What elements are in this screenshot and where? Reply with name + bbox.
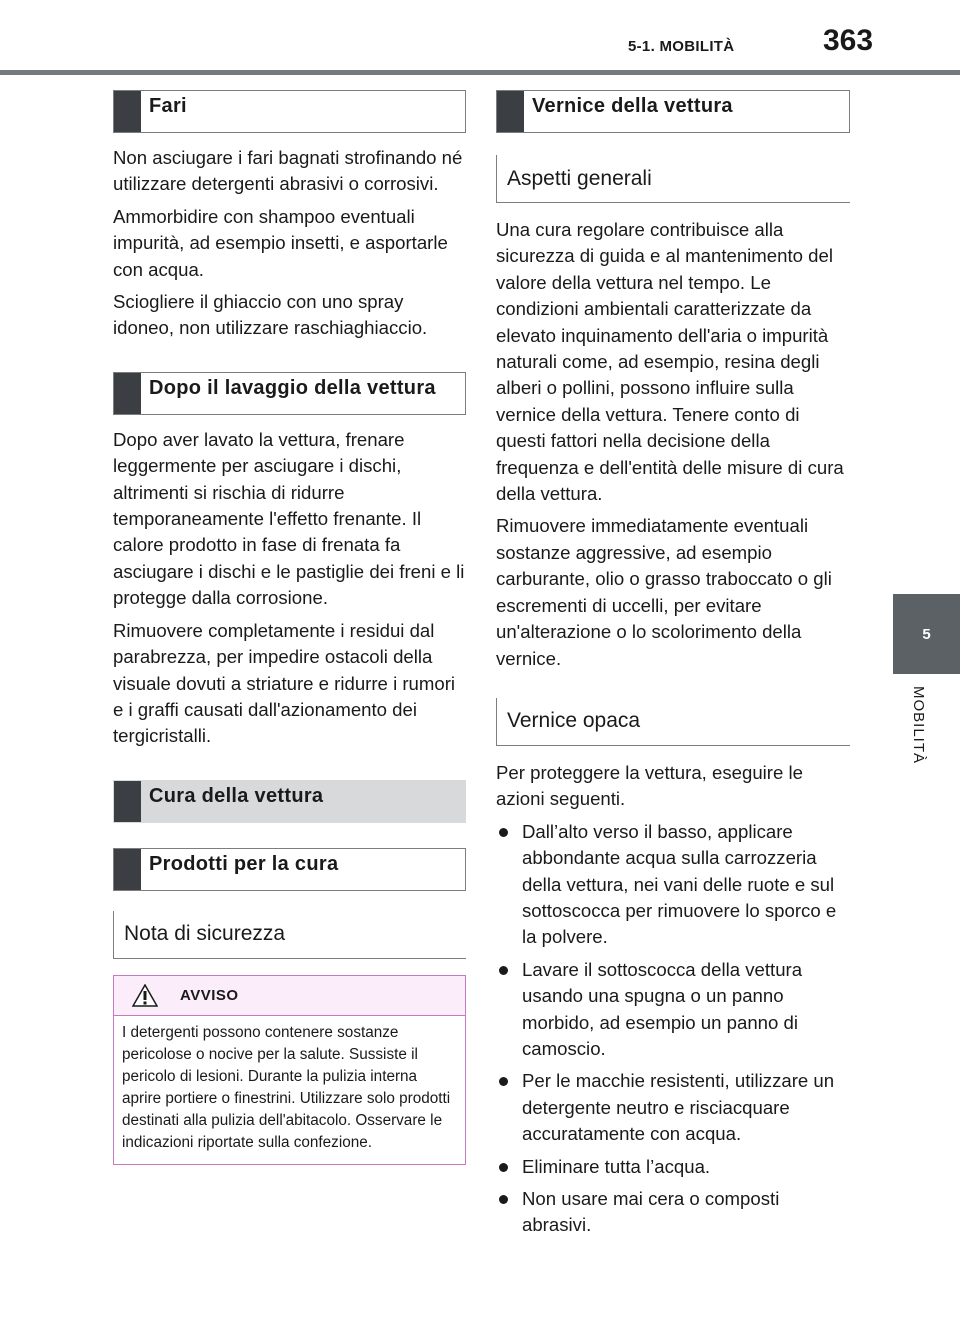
- right-column: [496, 90, 850, 1239]
- subheading-vernice-opaca: Vernice opaca: [496, 698, 850, 746]
- paragraph: Per proteggere la vettura, eseguire le azioni seguenti.: [496, 761, 803, 810]
- paragraph: Ammorbidire con shampoo eventuali impurità, ad esempio insetti, e asportarle con acqua.: [113, 205, 448, 280]
- heading-bar: [114, 781, 141, 822]
- heading-text: Prodotti per la cura: [149, 852, 339, 875]
- warning-box: [113, 975, 466, 1165]
- heading-prodotti: [113, 848, 466, 891]
- paragraph: Dopo aver lavato la vettura, frenare leggermente per asciugare i dischi, altrimenti si rischia di ridurre temporaneamente l'effetto frenante. Il calore prodotto in fase di frenata fa asciugare i dischi e le pastiglie dei freni e li protegge dalla corrosione.: [113, 428, 465, 609]
- heading-bar: [114, 849, 141, 890]
- list-item-text: Per le macchie resistenti, utilizzare un detergente neutro e risciacquare accuratamente con acqua.: [522, 1070, 835, 1145]
- heading-cura-vettura: [113, 780, 466, 823]
- header-rule: [0, 70, 960, 75]
- list-item: [496, 1186, 850, 1239]
- list-item-text: Lavare il sottoscocca della vettura usando una spugna o un panno morbido, ad esempio un panno di camoscio.: [522, 958, 803, 1059]
- heading-text: Cura della vettura: [149, 784, 324, 807]
- paragraph: Non asciugare i fari bagnati strofinando né utilizzare detergenti abrasivi o corrosivi.: [113, 147, 463, 195]
- heading-dopo-lavaggio: [113, 372, 466, 415]
- warning-text: I detergenti possono contenere sostanze pericolose o nocive per la salute. Sussiste il pericolo di lesioni. Durante la pulizia interna aprire portiere o finestrini. Utilizzare solo prodotti destinati alla pulizia dell'abitacolo. Osservare le indicazioni riportate sulla confezione.: [122, 1023, 451, 1151]
- heading-bar: [114, 91, 141, 132]
- list-item-text: Eliminare tutta l’acqua.: [522, 1155, 711, 1177]
- heading-vernice: [496, 90, 850, 133]
- paragraph: Rimuovere immediatamente eventuali sostanze aggressive, ad esempio carburante, olio o grasso traboccato o gli escrementi di uccelli, per evitare un'alterazione o lo scolorimento della vernice.: [496, 515, 832, 669]
- warning-label: AVVISO: [180, 986, 239, 1004]
- list-item: [496, 819, 850, 951]
- paragraph: Sciogliere il ghiaccio con uno spray idoneo, non utilizzare raschiaghiaccio.: [113, 291, 428, 339]
- heading-bar: [114, 373, 141, 414]
- running-header-section: 5-1. MOBILITÀ: [628, 38, 735, 55]
- paragraph: Rimuovere completamente i residui dal parabrezza, per impedire ostacoli della visuale dovuti a striature e ridurre i rumori e i graffi causati dall'azionamento dei tergicristalli.: [113, 619, 456, 747]
- subheading-nota-sicurezza: Nota di sicurezza: [113, 911, 466, 959]
- bullet-icon: [499, 1077, 508, 1086]
- page-number: 363: [823, 24, 874, 57]
- list-item: [496, 1154, 850, 1180]
- list-item-text: Dall’alto verso il basso, applicare abbondante acqua sulla carrozzeria della vettura, nei vani delle ruote e sul sottoscocca per rimuovere lo sporco e la polvere.: [522, 820, 837, 948]
- warning-icon: [132, 984, 158, 1007]
- chapter-number: 5: [922, 625, 931, 643]
- list-item: [496, 1068, 850, 1147]
- list-item: [496, 957, 850, 1063]
- bullet-icon: [499, 966, 508, 975]
- list-item-text: Non usare mai cera o composti abrasivi.: [522, 1188, 780, 1236]
- left-column: [113, 90, 466, 1165]
- bullet-icon: [499, 1195, 508, 1204]
- subheading-aspetti-generali: Aspetti generali: [496, 155, 850, 203]
- chapter-tab: [893, 594, 960, 674]
- warning-header: [114, 976, 465, 1016]
- bullet-icon: [499, 828, 508, 837]
- paragraph: Una cura regolare contribuisce alla sicurezza di guida e al mantenimento del valore della vettura nel tempo. Le condizioni ambientali caratterizzate da elevato inquinamento dell'aria o impurità naturali come, ad esempio, resina degli alberi o pollini, possono influire sulla vernice della vettura. Tenere conto di questi fattori nella decisione della frequenza e dell'entità delle misure di cura della vettura.: [496, 219, 844, 505]
- heading-text: Dopo il lavaggio della vettura: [149, 376, 436, 399]
- heading-fari: [113, 90, 466, 133]
- heading-text: Fari: [149, 95, 187, 117]
- chapter-label: MOBILITÀ: [910, 686, 927, 765]
- heading-text: Vernice della vettura: [532, 95, 733, 117]
- bullet-icon: [499, 1163, 508, 1172]
- heading-bar: [497, 91, 524, 132]
